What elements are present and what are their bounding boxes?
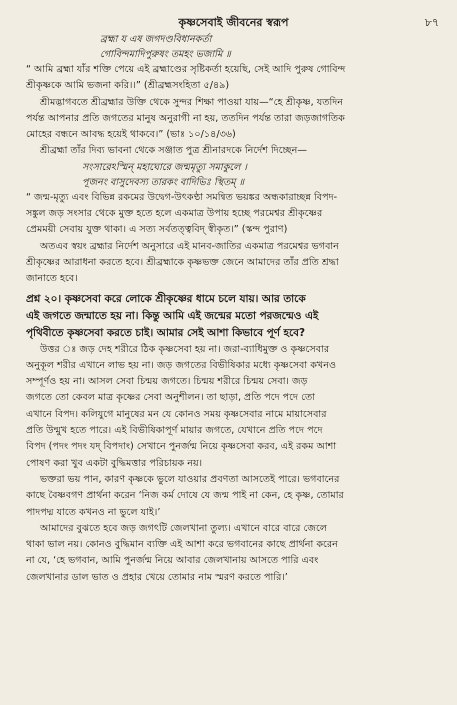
text-line: থাকা ভাল নয়। কোনও বুদ্ধিমান ব্যক্তি এই আশা করে ভগবানের কাছে প্রার্থনা করেন — [26, 539, 338, 551]
text-line: এখানে বিপদ। কলিযুগে মানুষের মন যে কোনও সময় কৃষ্ণসেবার নামে মায়াসেবার — [26, 408, 327, 420]
text-line: পাদপদ্ম যাতে কখনও না ভুলে যাই।’ — [26, 506, 161, 518]
page-header — [26, 10, 441, 32]
page-number: ৮৭ — [424, 16, 439, 29]
question-line: এই জগতে জন্মাতে হয় না। কিন্তু আমি এই জন্মের মতো পরজন্মেও এই — [26, 309, 319, 322]
question-line: পৃথিবীতে কৃষ্ণসেবা করতে চাই। আমার সেই আশা কিভাবে পূর্ণ হবে? — [26, 326, 305, 339]
paragraph-2 — [26, 190, 441, 288]
text-line: ভক্তরা ভয় পান, কারণ কৃষ্ণকে ভুলে যাওয়ার প্রবণতা আসতেই পারে। ভগবানের — [40, 473, 340, 485]
text-line: পর্যন্ত আপনার প্রতি জগতের মানুষ অনুরাগী না হয়, ততদিন পর্যন্ত তারা জড়জাগতিক — [26, 112, 345, 124]
text-line: শ্রীব্রহ্মা তাঁর দিব্য ভাবনা থেকে সঞ্জাত পুত্র শ্রীনারদকে নির্দেশ দিচ্ছেন— — [40, 145, 307, 157]
verse-line: পূজনং বাসুদেবস্য তারকং বাদিভিঃ স্থিতম্ ॥ — [82, 176, 245, 188]
verse-line: গোবিন্দমাদিপুরুষং তমহং ভজামি ॥ — [100, 49, 231, 60]
text-line: উত্তর ঃ জড় দেহ শরীরে ঠিক কৃষ্ণসেবা হয় না। জরা-ব্যাধিমুক্ত ও কৃষ্ণসেবার — [40, 343, 330, 355]
text-line: পোষণ করা খুব একটা বুদ্ধিমত্তার পরিচায়ক নয়। — [26, 457, 203, 469]
text-line: সম্পূর্ণও হয় না। আসল সেবা চিন্ময় জগতে। চিন্ময় শরীরে চিন্ময় সেবা। জড় — [26, 376, 308, 388]
text-line: “ জন্ম-মৃত্যু এবং বিভিন্ন রকমের উদ্বেগ-উৎকণ্ঠা সমন্বিত ভয়ঙ্কর অন্ধকারাচ্ছন্ন বিপদ- — [26, 191, 338, 203]
text-line: মোহের বন্ধনে আবদ্ধ হয়েই থাকবে।” (ভাঃ ১০/১৪/৩৬) — [26, 129, 236, 141]
question-20 — [26, 291, 441, 342]
verse-skanda-purana — [26, 160, 441, 190]
text-line: না যে, ‘হে ভগবান, আমি পুনর্জন্ম নিয়ে আবার জেলখানায় আসতে পারি এবং — [26, 555, 319, 567]
text-line: প্রেমময়ী সেবায় যুক্ত থাকা। এ সত্য সর্বতত্ত্ববিদ্ স্বীকৃত।” (স্কন্দ পুরাণ) — [26, 224, 288, 236]
text-line: অনুকূল শরীর এখানে লাভ হয় না। জড় জগতের বিভীষিকার মধ্যে কৃষ্ণসেবা কখনও — [26, 359, 337, 371]
text-line: শ্রীকৃষ্ণের আরাধনা করতে হবে। শ্রীব্রহ্মাকে কৃষ্ণভক্ত জেনে আমাদের তাঁর প্রতি শ্রদ্ধা — [26, 256, 339, 268]
verse-line: সংসারেঽস্মিন্ মহাঘোরে জন্মমৃত্যু সমাকুলে । — [82, 161, 247, 173]
text-line: প্রতি উন্মুখ হতে পারে। এই বিভীষিকাপূর্ণ মায়ার জগতে, যেখানে প্রতি পদে পদে — [26, 425, 323, 437]
text-line: শ্রীকৃষ্ণকে আমি ভজনা করি।।” (শ্রীব্রহ্মসংহিতা ৫/৪৯) — [26, 80, 230, 92]
text-line: আমাদের বুঝতে হবে জড় জগৎটি জেলখানা তুল্য। এখানে বারে বারে জেলে — [40, 522, 327, 534]
question-line: প্রশ্ন ২০। কৃষ্ণসেবা করে লোকে শ্রীকৃষ্ণের ধামে চলে যায়। আর তাকে — [26, 292, 306, 305]
text-line: অতএব স্বয়ং ব্রহ্মার নির্দেশ অনুসারে এই মানব-জাতির একমাত্র পরমেশ্বর ভগবান — [40, 240, 339, 252]
text-line: জগতে তো কেবল মাত্র কৃষ্ণের সেবা অনুশীলন। তা ছাড়া, প্রতি পদে পদে তো — [26, 392, 315, 404]
text-line: কাছে বৈষ্ণবগণ প্রার্থনা করেন ‘নিজ কর্ম দোষে যে জন্ম পাই না কেন, হে কৃষ্ণ, তোমার — [26, 490, 344, 502]
verse-line: ব্রহ্মা য এষ জগদণ্ডবিধানকর্তা — [100, 34, 212, 45]
verse-brahma-samhita — [26, 32, 441, 62]
text-line: সঙ্কুল জড় সংসার থেকে মুক্ত হতে হলে একমাত্র উপায় হচ্ছে পরমেশ্বর শ্রীকৃষ্ণের — [26, 208, 323, 220]
running-head: কৃষ্ণসেবাই জীবনের স্বরূপ — [178, 16, 289, 29]
text-line: জানাতে হবে। — [26, 273, 78, 285]
text-line: “ আমি ব্রহ্মা যাঁর শক্তি পেয়ে এই ব্রহ্মাণ্ডের সৃষ্টিকর্তা হয়েছি, সেই আদি পুরুষ গোবিন্দ — [26, 64, 346, 75]
text-line: শ্রীমদ্ভাগবতে শ্রীব্রহ্মার উক্তি থেকে সুন্দর শিক্ষা পাওয়া যায়—“হে শ্রীকৃষ্ণ, যতদিন — [40, 96, 343, 108]
paragraph-1 — [26, 62, 441, 160]
text-line: বিপদ (পদং পদং যদ্ বিপদাং) সেখানে পুনর্জন্ম নিয়ে কৃষ্ণসেবা করব, এই রকম আশা — [26, 441, 337, 453]
text-line: জেলখানার ডাল ভাত ও প্রহার খেয়ে তোমার নাম স্মরণ করতে পারি।’ — [26, 571, 288, 583]
answer-20 — [26, 342, 441, 586]
